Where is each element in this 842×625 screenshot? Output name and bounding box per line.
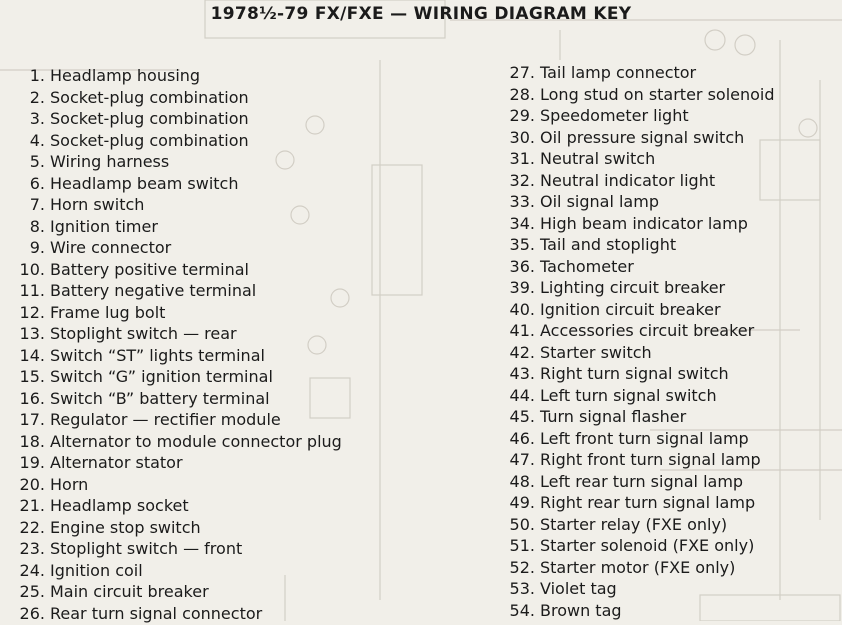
item-number: 15. [19, 367, 45, 386]
item-number: 8. [29, 216, 45, 236]
item-label: Wire connector [50, 238, 172, 257]
item-label: Headlamp socket [50, 496, 189, 515]
item-number: 24. [19, 560, 45, 580]
list-item [12, 345, 342, 367]
item-label: Socket-plug combination [50, 130, 249, 150]
item-label: Horn [50, 474, 89, 494]
item-label: Right rear turn signal lamp [540, 493, 756, 512]
list-item [500, 471, 775, 493]
item-label: Switch “ST” lights terminal [50, 345, 265, 365]
item-label: Rear turn signal connector [50, 603, 263, 623]
item-label: Ignition circuit breaker [540, 299, 721, 319]
list-item [500, 299, 775, 321]
list-item [500, 84, 775, 106]
item-label: Battery positive terminal [50, 259, 249, 279]
list-item [12, 65, 342, 87]
item-label: Stoplight switch — rear [50, 324, 237, 343]
list-item [500, 342, 775, 364]
item-number: 35. [509, 235, 535, 254]
item-label: Headlamp housing [50, 66, 201, 85]
item-label: Switch “B” battery terminal [50, 388, 270, 408]
item-label: High beam indicator lamp [540, 213, 748, 233]
item-number: 26. [19, 603, 45, 623]
item-number: 7. [29, 195, 45, 214]
item-number: 34. [509, 213, 535, 233]
item-label: Alternator stator [50, 453, 183, 472]
item-number: 17. [19, 410, 45, 429]
item-number: 10. [19, 259, 45, 279]
item-number: 2. [29, 87, 45, 107]
list-item [12, 431, 342, 453]
item-label: Oil signal lamp [540, 192, 659, 211]
list-item [500, 320, 775, 342]
list-item [12, 452, 342, 474]
list-item [12, 517, 342, 539]
item-number: 14. [19, 345, 45, 365]
item-number: 50. [509, 514, 535, 534]
item-number: 18. [19, 431, 45, 451]
item-label: Starter motor (FXE only) [540, 557, 736, 577]
list-item [500, 492, 775, 514]
page-title: 1978½-79 FX/FXE — WIRING DIAGRAM KEY [210, 4, 632, 24]
item-number: 32. [509, 170, 535, 190]
list-item [12, 323, 342, 345]
item-label: Wiring harness [50, 152, 170, 171]
list-item [500, 600, 775, 622]
item-number: 47. [509, 450, 535, 469]
item-label: Stoplight switch — front [50, 539, 243, 558]
item-label: Battery negative terminal [50, 281, 257, 300]
list-item [12, 560, 342, 582]
list-item [500, 514, 775, 536]
list-item [500, 213, 775, 235]
list-item [12, 173, 342, 195]
item-number: 49. [509, 493, 535, 512]
item-number: 12. [19, 302, 45, 322]
list-item [500, 449, 775, 471]
item-number: 45. [509, 407, 535, 426]
list-item [12, 108, 342, 130]
item-label: Socket-plug combination [50, 87, 249, 107]
item-number: 40. [509, 299, 535, 319]
item-number: 48. [509, 471, 535, 491]
list-item [12, 130, 342, 152]
list-item [500, 385, 775, 407]
item-number: 30. [509, 127, 535, 147]
list-item [12, 194, 342, 216]
item-number: 25. [19, 582, 45, 601]
item-label: Ignition coil [50, 560, 143, 580]
item-label: Turn signal flasher [540, 407, 687, 426]
list-item [500, 363, 775, 385]
item-number: 5. [29, 152, 45, 171]
item-number: 23. [19, 539, 45, 558]
list-item [12, 581, 342, 603]
item-number: 54. [509, 600, 535, 620]
item-number: 11. [19, 281, 45, 300]
item-label: Long stud on starter solenoid [540, 84, 775, 104]
item-label: Violet tag [540, 579, 617, 598]
item-number: 33. [509, 192, 535, 211]
item-number: 46. [509, 428, 535, 448]
list-item [12, 409, 342, 431]
list-item [12, 302, 342, 324]
item-label: Oil pressure signal switch [540, 127, 745, 147]
list-item [12, 388, 342, 410]
item-number: 4. [29, 130, 45, 150]
list-item [500, 105, 775, 127]
item-number: 53. [509, 579, 535, 598]
item-label: Right turn signal switch [540, 364, 729, 383]
item-number: 13. [19, 324, 45, 343]
item-label: Left front turn signal lamp [540, 428, 749, 448]
item-number: 41. [509, 321, 535, 340]
item-number: 27. [509, 63, 535, 82]
item-label: Engine stop switch [50, 517, 201, 537]
item-number: 1. [29, 66, 45, 85]
list-item [500, 234, 775, 256]
list-item [500, 428, 775, 450]
list-item [12, 366, 342, 388]
item-number: 6. [29, 173, 45, 193]
key-list-right [500, 62, 775, 621]
item-label: Speedometer light [540, 106, 689, 125]
item-label: Neutral switch [540, 149, 656, 168]
item-number: 36. [509, 256, 535, 276]
list-item [12, 280, 342, 302]
item-number: 16. [19, 388, 45, 408]
item-number: 22. [19, 517, 45, 537]
item-label: Alternator to module connector plug [50, 431, 342, 451]
item-label: Starter switch [540, 342, 652, 362]
item-number: 44. [509, 385, 535, 405]
item-label: Tail and stoplight [540, 235, 677, 254]
item-number: 42. [509, 342, 535, 362]
list-item [500, 256, 775, 278]
list-item [12, 237, 342, 259]
item-label: Right front turn signal lamp [540, 450, 761, 469]
item-label: Socket-plug combination [50, 109, 249, 128]
item-number: 29. [509, 106, 535, 125]
item-label: Horn switch [50, 195, 145, 214]
item-label: Left turn signal switch [540, 385, 717, 405]
key-list-left [12, 65, 342, 624]
item-label: Tail lamp connector [540, 63, 697, 82]
list-item [12, 87, 342, 109]
item-number: 43. [509, 364, 535, 383]
item-label: Main circuit breaker [50, 582, 209, 601]
list-item [500, 557, 775, 579]
item-number: 21. [19, 496, 45, 515]
item-number: 52. [509, 557, 535, 577]
item-label: Headlamp beam switch [50, 173, 239, 193]
item-number: 3. [29, 109, 45, 128]
list-item [12, 495, 342, 517]
item-number: 39. [509, 278, 535, 297]
list-item [12, 151, 342, 173]
list-item [500, 535, 775, 557]
item-label: Brown tag [540, 600, 622, 620]
item-number: 9. [29, 238, 45, 257]
list-item [500, 148, 775, 170]
list-item [12, 538, 342, 560]
item-label: Tachometer [540, 256, 634, 276]
list-item [12, 216, 342, 238]
list-item [500, 578, 775, 600]
list-item [500, 170, 775, 192]
list-item [500, 62, 775, 84]
item-label: Left rear turn signal lamp [540, 471, 744, 491]
item-label: Neutral indicator light [540, 170, 716, 190]
item-label: Starter solenoid (FXE only) [540, 536, 755, 555]
item-number: 31. [509, 149, 535, 168]
item-label: Accessories circuit breaker [540, 321, 755, 340]
item-number: 20. [19, 474, 45, 494]
list-item [12, 474, 342, 496]
item-number: 19. [19, 453, 45, 472]
item-label: Starter relay (FXE only) [540, 514, 728, 534]
item-label: Switch “G” ignition terminal [50, 367, 273, 386]
list-item [500, 191, 775, 213]
item-label: Lighting circuit breaker [540, 278, 726, 297]
list-item [12, 259, 342, 281]
list-item [500, 406, 775, 428]
item-label: Regulator — rectifier module [50, 410, 281, 429]
item-number: 28. [509, 84, 535, 104]
list-item [500, 277, 775, 299]
item-label: Frame lug bolt [50, 302, 166, 322]
item-label: Ignition timer [50, 216, 158, 236]
list-item [500, 127, 775, 149]
item-number: 51. [509, 536, 535, 555]
